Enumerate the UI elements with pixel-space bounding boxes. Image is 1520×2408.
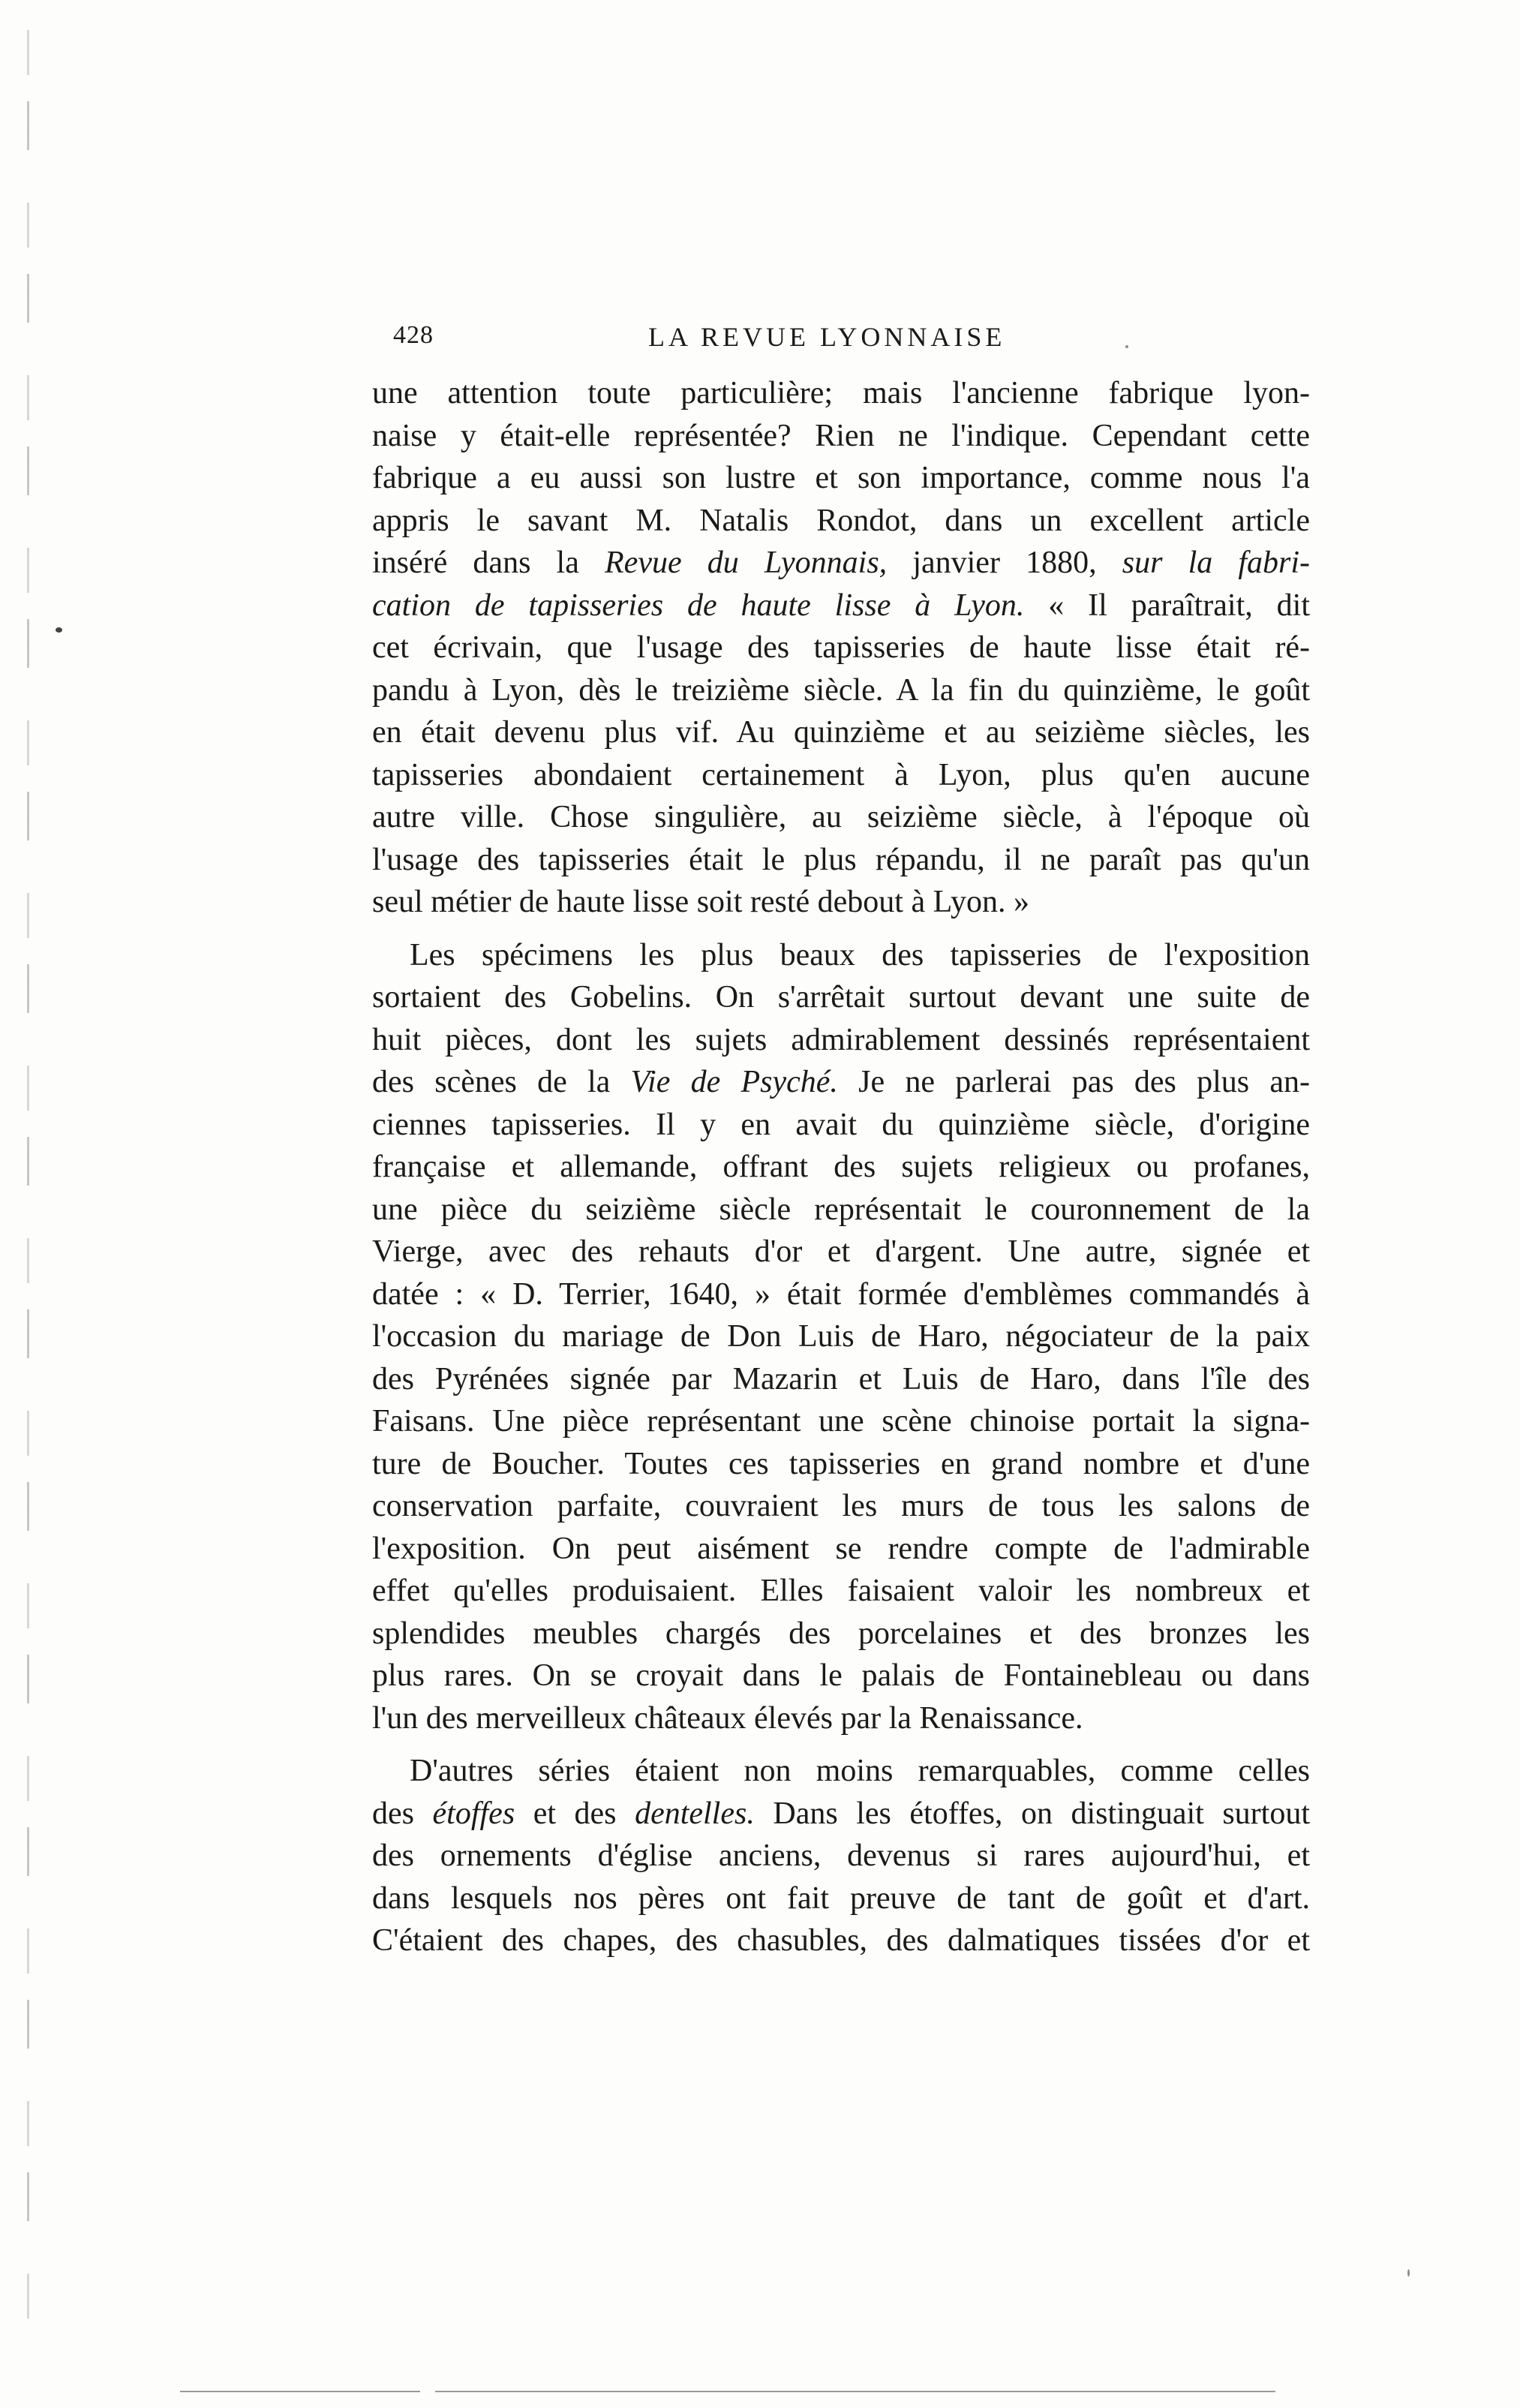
text-line: splendides meubles chargés des porcelaines et des bronzes les bbox=[372, 1616, 1310, 1651]
bottom-scan-rule bbox=[435, 2391, 1275, 2392]
text-run: Dans les étoffes, on distinguait surtout bbox=[773, 1796, 1311, 1831]
text-line: datée : « D. Terrier, 1640, » était formée d'emblèmes commandés à bbox=[372, 1276, 1310, 1312]
text-line: tapisseries abondaient certainement à Lyon, plus qu'en aucune bbox=[372, 757, 1310, 792]
text-line: effet qu'elles produisaient. Elles faisaient valoir les nombreux et bbox=[372, 1574, 1310, 1608]
text-line: une pièce du seizième siècle représentait le couronnement de la bbox=[372, 1192, 1310, 1227]
text-line: seul métier de haute lisse soit resté debout à Lyon. » bbox=[372, 885, 1029, 919]
text-run: des scènes de la bbox=[372, 1065, 611, 1099]
text-line bbox=[372, 1061, 1310, 1104]
text-line: sortaient des Gobelins. On s'arrêtait surtout devant une suite de bbox=[372, 980, 1310, 1015]
text-line: pandu à Lyon, dès le treizième siècle. A la fin du quinzième, le goût bbox=[372, 672, 1310, 708]
text-line: autre ville. Chose singulière, au seizième siècle, à l'époque où bbox=[372, 800, 1310, 834]
scan-speck bbox=[1407, 2269, 1410, 2277]
scan-edge-mark bbox=[27, 30, 29, 2341]
article-text bbox=[372, 372, 1310, 1962]
text-line: l'occasion du mariage de Don Luis de Haro, négociateur de la paix bbox=[372, 1319, 1310, 1354]
text-line: Vierge, avec des rehauts d'or et d'argent. Une autre, signée et bbox=[372, 1234, 1310, 1269]
text-line: cet écrivain, que l'usage des tapisseries de haute lisse était ré- bbox=[372, 630, 1310, 665]
text-line: D'autres séries étaient non moins remarquables, comme celles bbox=[410, 1754, 1310, 1788]
text-line: en était devenu plus vif. Au quinzième et au seizième siècles, les bbox=[372, 715, 1310, 750]
text-line: naise y était-elle représentée? Rien ne l'indique. Cependant cette bbox=[372, 418, 1310, 453]
text-line: l'un des merveilleux châteaux élevés par la Renaissance. bbox=[372, 1700, 1083, 1736]
text-line: huit pièces, dont les sujets admirablement dessinés représentaient bbox=[372, 1022, 1310, 1057]
page-number: 428 bbox=[393, 321, 434, 349]
scan-speck bbox=[56, 627, 62, 633]
text-line: Les spécimens les plus beaux des tapisseries de l'exposition bbox=[410, 937, 1310, 973]
text-line: des Pyrénées signée par Mazarin et Luis de Haro, dans l'île des bbox=[372, 1361, 1310, 1396]
text-line: dans lesquels nos pères ont fait preuve de tant de goût et d'art. bbox=[372, 1880, 1310, 1916]
text-line: une attention toute particulière; mais l'ancienne fabrique lyon- bbox=[372, 376, 1310, 410]
emphasis-term: dentelles. bbox=[635, 1796, 755, 1831]
text-run: « Il paraîtrait, dit bbox=[1048, 588, 1310, 623]
article-title-citation: cation de tapisseries de haute lisse à Lyon. bbox=[372, 588, 1025, 623]
text-line: française et allemande, offrant des sujets religieux ou profanes, bbox=[372, 1150, 1310, 1184]
text-line: l'exposition. On peut aisément se rendre compte de l'admirable bbox=[372, 1531, 1310, 1566]
text-line bbox=[372, 1793, 1310, 1835]
text-line: ture de Boucher. Toutes ces tapisseries en grand nombre et d'une bbox=[372, 1446, 1310, 1481]
text-line bbox=[372, 542, 1310, 585]
text-line: ciennes tapisseries. Il y en avait du quinzième siècle, d'origine bbox=[372, 1107, 1310, 1142]
journal-title: LA REVUE LYONNAISE bbox=[648, 322, 1006, 352]
article-title-citation: sur la fabri- bbox=[1122, 546, 1311, 580]
text-line bbox=[372, 585, 1310, 627]
text-run: des bbox=[372, 1796, 414, 1831]
emphasis-term: étoffes bbox=[432, 1796, 515, 1831]
scan-speck bbox=[1125, 345, 1128, 348]
text-line: conservation parfaite, couvraient les murs de tous les salons de bbox=[372, 1489, 1310, 1523]
running-head bbox=[393, 321, 1323, 366]
text-line: l'usage des tapisseries était le plus répandu, il ne paraît pas qu'un bbox=[372, 842, 1310, 877]
text-run: Je ne parlerai pas des plus an- bbox=[858, 1065, 1311, 1099]
text-run: et des bbox=[533, 1796, 617, 1831]
work-title: Vie de Psyché. bbox=[630, 1065, 838, 1099]
journal-citation: Revue du Lyonnais, bbox=[605, 546, 888, 580]
text-line: appris le savant M. Natalis Rondot, dans un excellent article bbox=[372, 503, 1310, 538]
text-run: inséré dans la bbox=[372, 546, 579, 580]
text-line: des ornements d'église anciens, devenus si rares aujourd'hui, et bbox=[372, 1838, 1310, 1873]
text-run: janvier 1880, bbox=[912, 546, 1097, 580]
text-line: C'étaient des chapes, des chasubles, des dalmatiques tissées d'or et bbox=[372, 1923, 1310, 1958]
bottom-scan-rule bbox=[180, 2391, 420, 2392]
text-line: fabrique a eu aussi son lustre et son importance, comme nous l'a bbox=[372, 461, 1310, 495]
text-line: plus rares. On se croyait dans le palais de Fontainebleau ou dans bbox=[372, 1658, 1310, 1693]
text-line: Faisans. Une pièce représentant une scène chinoise portait la signa- bbox=[372, 1404, 1310, 1438]
